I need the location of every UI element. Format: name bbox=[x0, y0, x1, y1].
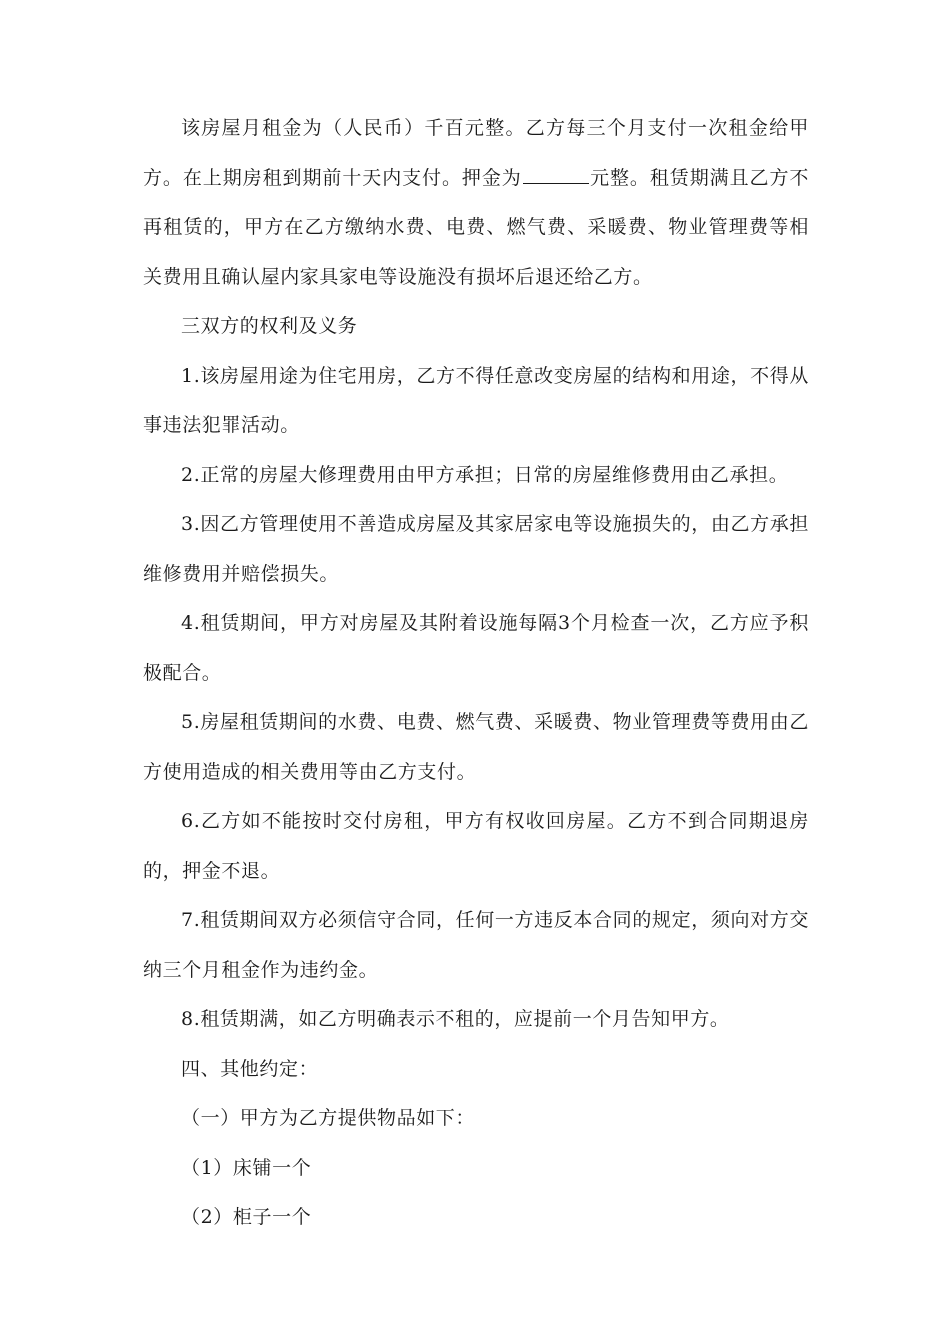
subsection-one-heading: （一）甲方为乙方提供物品如下： bbox=[181, 1107, 476, 1129]
rights-item-8: 8.租赁期满，如乙方明确表示不租的，应提前一个月告知甲方。 bbox=[181, 1008, 730, 1030]
section-three-heading: 三双方的权利及义务 bbox=[181, 315, 358, 337]
goods-list-item-1: （1）床铺一个 bbox=[181, 1156, 312, 1179]
rights-item-3: 3.因乙方管理使用不善造成房屋及其家居家电等设施损失的，由乙方承担维修费用并赔偿损失。 bbox=[143, 513, 809, 585]
rights-item-4: 4.租赁期间，甲方对房屋及其附着设施每隔3个月检查一次，乙方应予积极配合。 bbox=[143, 612, 809, 684]
rights-item-6: 6.乙方如不能按时交付房租，甲方有权收回房屋。乙方不到合同期退房的，押金不退。 bbox=[143, 810, 809, 882]
deposit-amount-blank bbox=[523, 167, 589, 184]
rights-item-5: 5.房屋租赁期间的水费、电费、燃气费、采暖费、物业管理费等费用由乙方使用造成的相关费用等由乙方支付。 bbox=[143, 711, 809, 783]
rent-clause-text-part2: 元整。租赁期满且乙方不再租赁的，甲方在乙方缴纳水费、电费、燃气费、采暖费、物业管理费等相关费用且确认屋内家具家电等设施没有损坏后退还给乙方。 bbox=[143, 166, 809, 288]
section-four-heading: 四、其他约定： bbox=[181, 1057, 319, 1080]
rights-item-1: 1.该房屋用途为住宅用房，乙方不得任意改变房屋的结构和用途，不得从事违法犯罪活动。 bbox=[143, 364, 809, 436]
rent-clause-paragraph bbox=[143, 104, 809, 302]
document-body bbox=[143, 104, 809, 1243]
rights-item-2: 2.正常的房屋大修理费用由甲方承担；日常的房屋维修费用由乙承担。 bbox=[181, 463, 789, 486]
rights-item-7: 7.租赁期间双方必须信守合同，任何一方违反本合同的规定，须向对方交纳三个月租金作为违约金。 bbox=[143, 909, 809, 981]
rent-clause-text-part1: 该房屋月租金为（人民币）千百元整。乙方每三个月支付一次租金给甲方。在上期房租到期前十天内支付。押金为 bbox=[143, 117, 809, 189]
goods-list-item-2: （2）柜子一个 bbox=[181, 1206, 312, 1228]
